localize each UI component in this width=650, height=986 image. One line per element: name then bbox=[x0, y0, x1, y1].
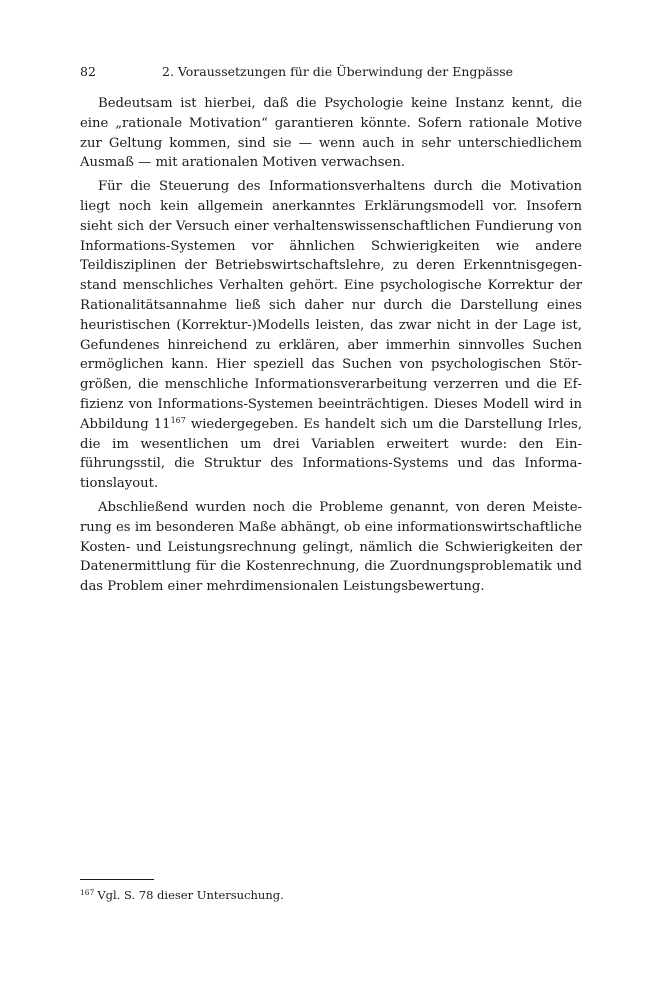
footnote-text: Vgl. S. 78 dieser Untersuchung. bbox=[97, 888, 284, 902]
page-number: 82 bbox=[80, 64, 96, 79]
paragraph-3: Abschließend wurden noch die Probleme genannt, von deren Meisterung es im besonderen Maße abhängt, ob eine informationswirtschaftliche Kosten- und Leistungsrechnung gelingt, nämlich die Schwierigkeiten der Datenermittlung für die Kostenrechnung, die Zuordnungsproblematik und das Problem einer mehrdimensionalen Leistungsbewertung. bbox=[80, 499, 582, 595]
footnote bbox=[80, 888, 580, 903]
running-head bbox=[80, 64, 580, 80]
chapter-title: 2. Voraussetzungen für die Überwindung der Engpässe bbox=[162, 64, 514, 79]
paragraph-1: Bedeutsam ist hierbei, daß die Psychologie keine Instanz kennt, die eine „rationale Motivation“ garantieren könnte. Sofern rationale Motive zur Geltung kommen, sind sie — wenn auch in sehr unterschiedlichem Ausmaß — mit arationalen Motiven verwachsen. bbox=[80, 96, 582, 171]
body-text bbox=[80, 94, 582, 601]
footnote-number: 167 bbox=[80, 888, 95, 897]
paragraph-2-text-b: wiedergegeben. Es handelt sich um die Darstellung Irles, die im wesentlichen um drei Variablen erweitert wurde: den Einführungsstil, die Struktur des Informations-Systems und das Informationslayout. bbox=[80, 416, 583, 492]
paragraph-2 bbox=[80, 177, 582, 494]
footnote-divider bbox=[80, 879, 154, 880]
paragraph-2-text-a: Für die Steuerung des Informationsverhaltens durch die Motivation liegt noch kein allgemein anerkanntes Erklärungsmodell vor. Insofern sieht sich der Versuch einer verhaltenswissenschaftlichen Fundierung von Informations-Systemen vor ähnlichen Schwierigkeiten wie andere Teildisziplinen der Betriebswirtschaftslehre, zu deren Erkenntnisgegenstand menschliches Verhalten gehört. Eine psychologische Korrektur der Rationalitätsannahme ließ sich daher nur durch die Darstellung eines heuristischen (Korrektur-)Modells leisten, das zwar nicht in der Lage ist, Gefundenes hinreichend zu erklären, aber immerhin sinnvolles Suchen ermöglichen kann. Hier speziell das Suchen von psychologischen Störgrößen, die menschliche Informationsverarbeitung verzerren und die Effizienz von Informations-Systemen beeinträchtigen. Dieses Modell wird in Abbildung 11 bbox=[80, 179, 582, 432]
footnote-reference[interactable]: 167 bbox=[170, 415, 186, 425]
